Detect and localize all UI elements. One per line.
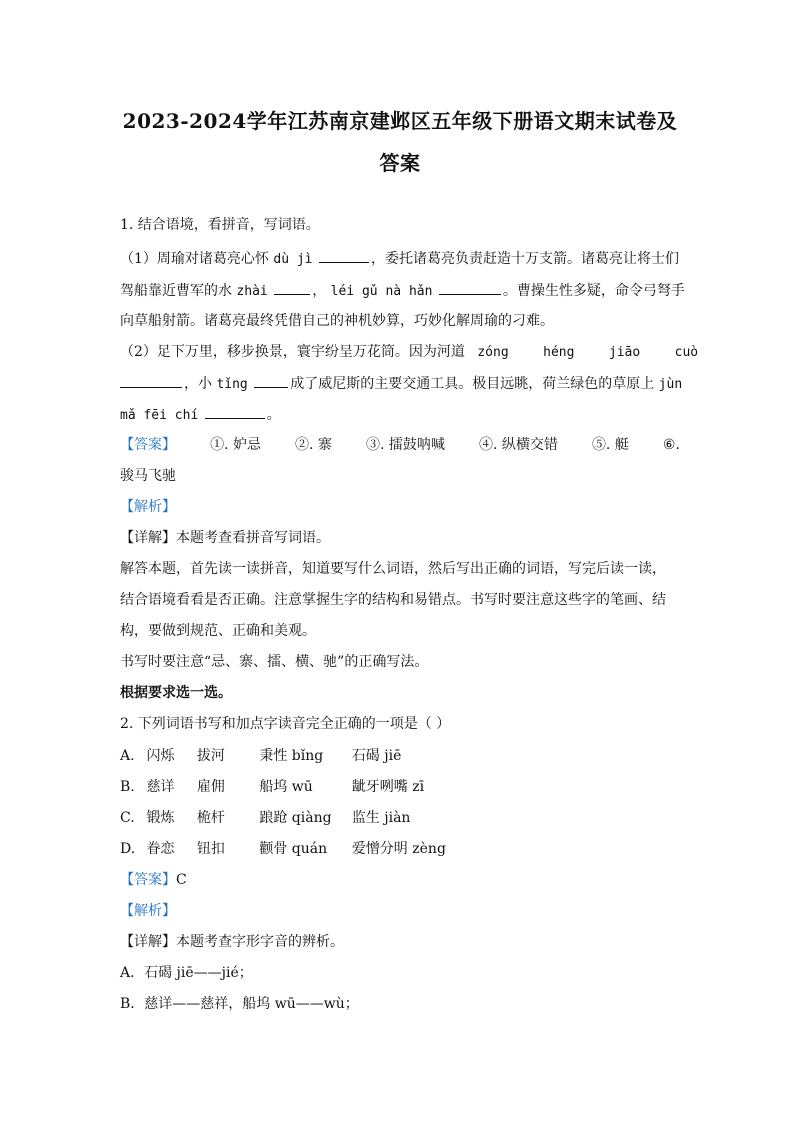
q2-option-b[interactable] — [120, 777, 680, 797]
option-label: B. — [120, 779, 135, 795]
q1-p2-pinyin-4: cuò — [674, 345, 699, 360]
q1-detail-line2: 解答本题，首先读一读拼音，知道要写什么词语，然后写出正确的词语，写完后读一读， — [120, 561, 666, 577]
q1-p1-pinyin-leigu: léi gǔ nà hǎn — [330, 284, 433, 299]
answer-blank[interactable] — [254, 373, 288, 388]
document-title — [120, 100, 680, 184]
q1-p2-pinyin-2: héng — [543, 345, 575, 360]
option-word: 慈详 — [146, 779, 175, 795]
option-word: 爱憎分明 zèng — [351, 841, 446, 857]
analysis-tag: 【解析】 — [120, 499, 176, 515]
q1-answer-item-4: ④. 纵横交错 — [478, 437, 558, 453]
q1-para2-line1 — [120, 342, 699, 363]
q1-p2-text-a: （2）足下万里，移步换景，寰宇纷呈万花筒。因为河道 — [120, 344, 465, 360]
q1-answer-line — [120, 435, 680, 455]
option-word: 秉性 bǐng — [259, 748, 324, 764]
q1-answer-item-6: ⑥. — [662, 437, 680, 453]
option-label: D. — [120, 841, 136, 857]
option-label: A. — [120, 748, 135, 764]
option-word: 钮扣 — [196, 841, 225, 857]
q2-detail-line1 — [120, 932, 680, 952]
q2-detail-b: B．慈详——慈祥，船坞 wū——wù； — [120, 996, 359, 1012]
q1-p1-text-e: 。曹操生性多疑，命令弓弩手 — [502, 283, 685, 299]
q2-option-c[interactable] — [120, 808, 680, 828]
q1-answer-item-5: ⑤. 艇 — [591, 437, 629, 453]
q1-p2-text-c: 成了威尼斯的主要交通工具。极目远眺，荷兰绿色的草原上 — [290, 376, 655, 392]
analysis-tag: 【解析】 — [120, 903, 176, 919]
answer-tag: 【答案】 — [120, 872, 176, 888]
option-word: 雇佣 — [196, 779, 225, 795]
q1-detail-line4: 构，要做到规范、正确和美观。 — [120, 623, 316, 639]
q1-p1-text-a: （1）周瑜对诸葛亮心怀 — [120, 251, 269, 267]
answer-blank[interactable] — [205, 404, 265, 419]
q2-answer-value: C — [176, 872, 187, 888]
answer-tag: 【答案】 — [120, 437, 176, 453]
option-label: C. — [120, 810, 135, 826]
q1-p1-text-c: 驾船靠近曹军的水 — [120, 283, 232, 299]
q1-answer-item-1: ①. 妒忌 — [210, 437, 261, 453]
option-word: 颧骨 quán — [259, 841, 328, 857]
option-word: 龇牙咧嘴 zī — [351, 779, 425, 795]
q2-stem: 2. 下列词语书写和加点字读音完全正确的一项是（ ） — [120, 716, 451, 732]
q1-stem: 1. 结合语境，看拼音，写词语。 — [120, 217, 320, 233]
q1-p2-pinyin-jun: jùn — [658, 377, 683, 392]
q1-p2-pinyin-mafeichi: mǎ fēi chí — [120, 408, 199, 423]
q2-detail-a: A．石碣 jiē——jié； — [120, 965, 253, 981]
q1-p1-pinyin-duji: dù jì — [273, 252, 313, 267]
answer-blank[interactable] — [120, 373, 182, 388]
q2-option-d[interactable] — [120, 839, 680, 859]
q1-answer-item-2: ②. 寨 — [295, 437, 332, 453]
q1-p2-pinyin-3: jiāo — [608, 345, 641, 360]
detail-tag: 【详解】 — [120, 530, 176, 546]
title-line-1: 2023-2024学年江苏南京建邺区五年级下册语文期末试卷及 — [122, 109, 678, 133]
q1-para2-line3 — [120, 404, 680, 426]
answer-blank[interactable] — [319, 248, 369, 263]
q1-para1-line2 — [120, 280, 685, 302]
q2-answer-line — [120, 870, 680, 890]
section-heading: 根据要求选一选。 — [120, 685, 232, 701]
detail-tag: 【详解】 — [120, 934, 176, 950]
option-word: 眷恋 — [146, 841, 175, 857]
q1-answer-cont: 骏马飞驰 — [120, 468, 176, 484]
q1-p2-text-end: 。 — [266, 407, 281, 423]
q2-option-a[interactable] — [120, 746, 680, 766]
q1-p1-text-d: ， — [312, 283, 327, 299]
q1-detail-line5: 书写时要注意“忌、寨、擂、横、驰”的正确写法。 — [120, 654, 429, 670]
option-word: 监生 jiàn — [351, 810, 411, 826]
q1-detail-line1 — [120, 528, 680, 548]
q1-para2-line2 — [120, 373, 683, 395]
q1-p1-pinyin-zhai: zhài — [236, 284, 268, 299]
q1-p1-text-b: ，委托诸葛亮负责赶造十万支箭。诸葛亮让将士们 — [370, 251, 679, 267]
title-line-2: 答案 — [379, 151, 421, 175]
q1-detail-text: 本题考查看拼音写词语。 — [176, 530, 330, 546]
q2-detail-text: 本题考查字形字音的辨析。 — [176, 934, 344, 950]
q1-para1-line1 — [120, 248, 680, 270]
option-word: 石碣 jiē — [351, 748, 402, 764]
q1-para1-line3: 向草船射箭。诸葛亮最终凭借自己的神机妙算，巧妙化解周瑜的刁难。 — [120, 313, 554, 329]
q1-p2-text-b: ，小 — [184, 376, 212, 392]
option-word: 拔河 — [196, 748, 225, 764]
option-word: 桅杆 — [196, 810, 225, 826]
answer-blank[interactable] — [274, 280, 310, 295]
option-word: 闪烁 — [146, 748, 175, 764]
option-word: 踉跄 qiàng — [259, 810, 332, 826]
option-word: 船坞 wū — [259, 779, 313, 795]
answer-blank[interactable] — [439, 280, 501, 295]
q1-answer-item-3: ③. 擂鼓呐喊 — [366, 437, 445, 453]
q1-detail-line3: 结合语境看看是否正确。注意掌握生字的结构和易错点。书写时要注意这些字的笔画、结 — [120, 592, 666, 608]
q1-p2-pinyin-ting: tǐng — [216, 377, 248, 392]
option-word: 锻炼 — [146, 810, 175, 826]
q1-p2-pinyin-1: zóng — [477, 345, 509, 360]
